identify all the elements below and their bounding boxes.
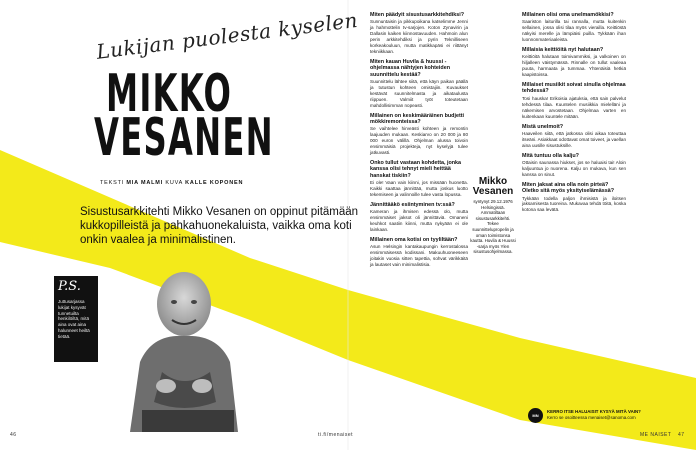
- qa-question: Miten päädyit sisustusarkkitehdiksi?: [370, 12, 465, 18]
- qa-question: Millaiset musiikit soivat sinulla ohjelmaa tehdessä?: [522, 82, 626, 95]
- folio-left: 46: [10, 432, 17, 438]
- qa-answer: Keittiöitä halutaan toimivammiksi, ja valkoinen on hiljalleen väistymässä. Rinnalle on tullut vaaleaa puuta, harmaata ja tummaa. Yhtenäisiä hetkiä kaapistoissa.: [522, 54, 626, 78]
- qa-question: Onko tullut vastaan kohdetta, jonka kanssa olisi tehnyt mieli heittää hanskat tiskiin?: [370, 159, 462, 179]
- qa-question: Mitä tuntuu olla kalju?: [522, 152, 579, 159]
- qa-answer: Kameran ja ihmisen edessä olo, mutta ensimmäiset jaksot oli jännittäviä. Omaneni keuhkot saatiin kiinni, mutta nykyään ei ole lainkaan.: [370, 209, 468, 232]
- qa-question: Mistä unelmoit?: [522, 123, 564, 130]
- ps-text: Juttusarjassa lukijat kysyvät tunnetuilta henkilöiltä, mitä aina ovat aina halunneet heiltä tietää.: [58, 299, 90, 339]
- cta-heading: KERRO ITSE HALUAISIT KYSYÄ MITÄ VAIN?: [547, 409, 641, 414]
- qa-question: Miten kauan Huvila & huussi -ohjelmassa nähtyjen kohteiden suunnittelu kestää?: [370, 58, 450, 78]
- article-column-2: [522, 8, 626, 213]
- qa-question: Millainen on keskimääräinen budjetti mökkiremonteissa?: [370, 112, 465, 125]
- byline-photographer: KALLE KOPONEN: [185, 180, 244, 186]
- reader-cta: [547, 409, 677, 420]
- qa-answer: Saariston laiturilla tai rannalla, mutta kuitenkin sellainen, jossa olisi tilaa myös vierailla. Keittiöstä näkyisi merelle ja lämpiäisi puilla. Tykkään ihan luonnonmateriaaleista.: [522, 19, 626, 43]
- qa-answer: Tosi hauska! Erikoisia ajatuksia, että sain palvelut tehdessä tilaa. Kuuntelen musiikkia mielelläni ja näkemisen arvostetaan. Ohjelmaa varten en kuitenkaan kuuntele mitään.: [522, 95, 626, 119]
- script-headline: Lukijan puolesta kyselen: [95, 7, 360, 64]
- lead-paragraph: Sisustusarkkitehti Mikko Vesanen on oppinut pitämään kukkopilleistä ja pahkahuonekaluista, vaikka oma koti onkin vaalea ja minimalistinen.: [80, 206, 359, 246]
- qa-answer: Asun Helsingin kantakaupungin kerrostalossa ensimmäisessä kodissani. Makuuhuoneeseen joitakin vuosia sitten tapettia, sohvat värikkäitä ja lautaset vain minimalistisia.: [370, 244, 468, 268]
- qa-question: Miten jaksat aina olla noin pirteä? Oletko sitä myös yksityiselämässä?: [522, 181, 614, 195]
- qa-question: Millainen olisi oma unelmamökkisi?: [522, 12, 614, 18]
- profile-name: Mikko Vesanen: [472, 176, 514, 197]
- qa-answer: Tykkään todella paljon ihmisistä ja iloitsen jaksamisesta tuoreina. Mukavaa tehdä töitä, koska kotona saa levätä.: [522, 195, 626, 213]
- qa-answer: Haaveilen siitä, että jatkossa olisi aikaa toteuttaa itseäni. Asiakkaat odottavat omat toiveet, ja vaellan aina uusille sisustuksille.: [522, 130, 626, 148]
- magazine-badge-icon: MN: [528, 408, 543, 423]
- qa-question: Millainen oma kotisi on tyyliltään?: [370, 236, 458, 243]
- byline-author: MIA MALMI: [126, 180, 164, 186]
- qa-answer: Se vaihtelee hirveästi kohteen ja remontin laajuuden mukaan. Keskiarvo on 20 000 ja 80 000 euron välillä. Ohjelman alussa toivoin ensimmäisiä projekteja, nyt kyselyjä tulee jatkuvasti.: [370, 126, 468, 156]
- cta-text: Kerro se osoitteessa menaiset@sanoma.com: [547, 414, 636, 420]
- article-column-1: [370, 8, 468, 268]
- folio-right: 47: [678, 432, 685, 438]
- portrait-photo: [122, 262, 254, 432]
- qa-question: Jännittääkö esiintyminen tv:ssä?: [370, 201, 455, 208]
- byline: [100, 180, 243, 186]
- byline-text-label: TEKSTI: [100, 180, 125, 186]
- profile-box: [470, 177, 516, 255]
- qa-answer: Ei ole! Vaan vain kiinni, jos missään huonetta. Kaikki saattaa jännittää, mutta joskus luotto tekemiseen ja valinnoille tulee vasta lopussa.: [370, 180, 468, 197]
- footer-url: ti.fi/menaiset: [318, 432, 354, 438]
- profile-text: syntynyt 29.12.1976 Helsingissä. Ammatiltaan sisustusarkkitehti. Tekee suunnittelupropelin ja oman toimistonsa kautta. Huvila & Huussi -sarja myös Ylen sisustusohjelmassa.: [470, 199, 516, 255]
- ps-mark: P.S.: [58, 279, 81, 294]
- qa-answer: Ottaisin saunassa hiukset, jos se haluaisi tai! Aloin kaljuuntua jo nuorena. Kalju on mukava, kun sen kanssa on sinut.: [522, 160, 626, 177]
- footer-brand: ME NAISET: [640, 432, 672, 438]
- ps-box: [54, 276, 98, 362]
- qa-answer: Suunnittelu lähtee siitä, että käyn paikan päällä ja tutustun kohteen omistajiin. Kuvaukset kestävät suunnitelmasta ja aikataulusta riippuen. Valmiit työt toteutetaan mahdollisimman nopeasti.: [370, 79, 468, 108]
- byline-photo-label: KUVA: [165, 180, 183, 186]
- headline-last-name: VESANEN: [94, 108, 274, 168]
- qa-question: Millaisia keittiöitä nyt halutaan?: [522, 47, 604, 54]
- qa-answer: Sunnuntaisin ja pikkupoikana katselimme Jenni ja hahmottelin tv-sarjojen. Koton Zynavirin ja Dallasin kaiken kiinnostavuuden. Hahmoin alun perin arkkitehdiksi ja pyrin Teknilliseen korkeakouluun, mutta matikkapäsi ei riittänyt tekniikkaan.: [370, 19, 468, 54]
- headline-first-name: MIKKO: [106, 64, 233, 124]
